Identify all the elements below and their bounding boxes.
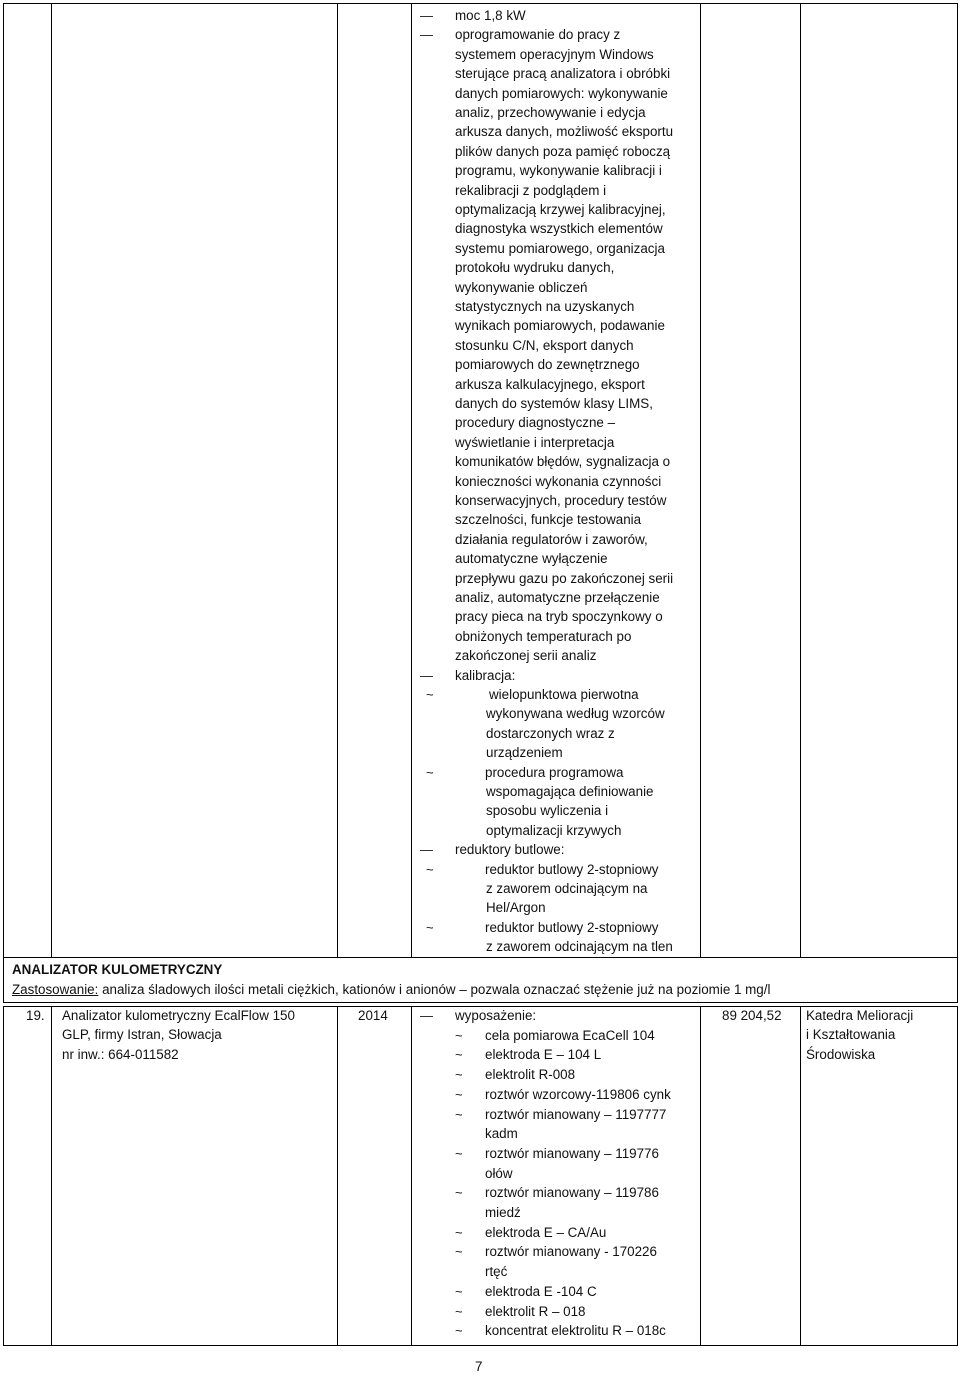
section-title: ANALIZATOR KULOMETRYCZNY — [12, 962, 223, 977]
spec-line: działania regulatorów i zaworów, — [455, 531, 648, 547]
border-left-top — [3, 3, 4, 957]
spec-line: obniżonych temperaturach po — [455, 628, 632, 644]
spec-line: statystycznych na uzyskanych — [455, 299, 635, 314]
border-top-left — [3, 3, 958, 4]
border-section-left — [3, 957, 4, 1002]
border-right-row19 — [957, 1006, 958, 1346]
tilde-bullet-icon: ~ — [455, 1047, 463, 1063]
spec-line: wykonywanie obliczeń — [455, 279, 588, 295]
spec-line: z zaworem odcinającym na — [486, 881, 648, 896]
spec-line: wielopunktowa pierwotna — [489, 687, 639, 702]
usage-label: Zastosowanie: — [12, 982, 99, 997]
tilde-bullet-icon: ~ — [455, 1323, 463, 1339]
spec-line: wspomagająca definiowanie — [486, 784, 654, 799]
border-col4-row19 — [700, 1006, 701, 1346]
spec-line: Hel/Argon — [486, 900, 546, 916]
spec-line: diagnostyka wszystkich elementów — [455, 221, 663, 237]
equipment-item: koncentrat elektrolitu R – 018c — [485, 1323, 666, 1339]
tilde-bullet-icon: ~ — [455, 1067, 463, 1083]
spec-line: konieczności wykonania czynności — [455, 473, 662, 489]
border-col5-top — [800, 3, 801, 957]
border-col3-row19 — [411, 1006, 412, 1346]
spec-line: optymalizacji krzywych — [486, 822, 622, 838]
equipment-item: elektrolit R – 018 — [485, 1303, 586, 1319]
spec-line: przepływu gazu po zakończonej serii — [455, 570, 674, 586]
spec-line: z zaworem odcinającym na tlen — [486, 939, 673, 955]
border-col3-top — [411, 3, 412, 957]
spec-line: komunikatów błędów, sygnalizacja o — [455, 454, 671, 470]
equipment-item: roztwór wzorcowy-119806 cynk — [485, 1086, 671, 1102]
spec-line: danych pomiarowych: wykonywanie — [455, 85, 668, 101]
spec-line: wykonywana według wzorców — [486, 706, 665, 722]
unit-line-1: Katedra Melioracji — [806, 1008, 914, 1023]
dash-bullet-icon: — — [420, 667, 433, 683]
equipment-item: cela pomiarowa EcaCell 104 — [485, 1027, 655, 1043]
tilde-bullet-icon: ~ — [455, 1303, 463, 1319]
spec-line: analiz, automatyczne przełączenie — [455, 590, 660, 605]
spec-line: sposobu wyliczenia i — [486, 803, 609, 819]
spec-line: systemu pomiarowego, organizacja — [455, 240, 665, 256]
spec-line: pracy pieca na tryb spoczynkowy o — [455, 609, 663, 625]
spec-line: wynikach pomiarowych, podawanie — [455, 318, 665, 334]
border-col5-row19 — [800, 1006, 801, 1346]
spec-line: optymalizacją krzywej kalibracyjnej, — [455, 202, 666, 217]
spec-line: analiz, przechowywanie i edycja — [455, 105, 646, 120]
tilde-bullet-icon: ~ — [426, 919, 434, 935]
spec-line: szczelności, funkcje testowania — [455, 512, 642, 528]
tilde-bullet-icon: ~ — [455, 1244, 463, 1260]
spec-line: plików danych poza pamięć roboczą — [455, 143, 671, 159]
equipment-item: roztwór mianowany – 119786 — [485, 1185, 659, 1201]
border-after-top — [3, 957, 958, 958]
spec-line: rekalibracji z podglądem i — [455, 182, 607, 198]
spec-line: konserwacyjnych, procedury testów — [455, 493, 667, 508]
item-name-line-2: GLP, firmy Istran, Słowacja — [62, 1027, 222, 1042]
item-year: 2014 — [358, 1008, 388, 1023]
spec-line: oprogramowanie do pracy z — [455, 27, 621, 43]
spec-line: reduktor butlowy 2-stopniowy — [485, 919, 659, 935]
spec-line: systemem operacyjnym Windows — [455, 46, 654, 62]
usage-line — [12, 980, 770, 999]
equipment-item: kadm — [485, 1126, 518, 1142]
border-col1-row19 — [51, 1006, 52, 1346]
border-col1-top — [51, 3, 52, 957]
spec-line: procedury diagnostyczne – — [455, 415, 616, 431]
spec-line: moc 1,8 kW — [455, 8, 526, 23]
tilde-bullet-icon: ~ — [426, 687, 434, 702]
unit-line-3: Środowiska — [806, 1047, 876, 1062]
row-number: 19. — [26, 1008, 45, 1023]
border-section-right — [957, 957, 958, 1002]
spec-line: stosunku C/N, eksport danych — [455, 337, 634, 353]
spec-line: procedura programowa — [485, 764, 624, 780]
item-name-line-3: nr inw.: 664-011582 — [62, 1047, 179, 1062]
spec-line: kalibracja: — [455, 667, 516, 683]
border-left-row19 — [3, 1006, 4, 1346]
dash-bullet-icon: — — [420, 27, 433, 43]
spec-line: arkusza kalkulacyjnego, eksport — [455, 376, 645, 392]
border-section-bottom — [3, 1002, 958, 1003]
dash-bullet-icon: — — [420, 8, 433, 23]
spec-line: urządzeniem — [486, 745, 563, 761]
equipment-item: elektroda E – 104 L — [485, 1047, 602, 1063]
border-col4-top — [700, 3, 701, 957]
border-col2-row19 — [337, 1006, 338, 1346]
spec-line: dostarczonych wraz z — [486, 725, 615, 741]
spec-line: wyświetlanie i interpretacja — [455, 434, 615, 450]
tilde-bullet-icon: ~ — [455, 1185, 463, 1201]
item-name-line-1: Analizator kulometryczny EcalFlow 150 — [62, 1008, 295, 1023]
equipment-item: roztwór mianowany - 170226 — [485, 1244, 657, 1260]
spec-line: automatyczne wyłączenie — [455, 551, 608, 567]
spec-line: reduktor butlowy 2-stopniowy — [485, 861, 659, 877]
equipment-item: roztwór mianowany – 1197777 — [485, 1106, 667, 1122]
border-col2-top — [337, 3, 338, 957]
item-value: 89 204,52 — [722, 1008, 782, 1023]
spec-line: programu, wykonywanie kalibracji i — [455, 163, 662, 179]
tilde-bullet-icon: ~ — [455, 1224, 463, 1240]
spec-line: protokołu wydruku danych, — [455, 260, 615, 276]
equipment-item: miedź — [485, 1205, 521, 1220]
border-row19-bottom — [3, 1345, 958, 1346]
equipment-label: wyposażenie: — [455, 1008, 537, 1023]
usage-text: analiza śladowych ilości metali ciężkich, kationów i anionów – pozwala oznaczać stężenie już na poziomie 1 mg/l — [98, 982, 771, 997]
tilde-bullet-icon: ~ — [426, 861, 434, 877]
equipment-item: elektroda E -104 C — [485, 1283, 597, 1299]
tilde-bullet-icon: ~ — [455, 1027, 463, 1043]
equipment-item: roztwór mianowany – 119776 — [485, 1145, 659, 1161]
spec-line: arkusza danych, możliwość eksportu — [455, 124, 674, 140]
equipment-item: elektrolit R-008 — [485, 1067, 576, 1083]
spec-line: danych do systemów klasy LIMS, — [455, 396, 653, 411]
spec-line: zakończonej serii analiz — [455, 648, 597, 664]
dash-bullet-icon: — — [420, 842, 433, 858]
unit-line-2: i Kształtowania — [806, 1027, 896, 1042]
tilde-bullet-icon: ~ — [455, 1086, 463, 1102]
page-number: 7 — [475, 1359, 483, 1374]
tilde-bullet-icon: ~ — [426, 764, 434, 780]
equipment-item: ołów — [485, 1165, 513, 1181]
spec-line: pomiarowych do zewnętrznego — [455, 357, 640, 373]
spec-line: sterujące pracą analizatora i obróbki — [455, 66, 671, 82]
equipment-item: elektroda E – CA/Au — [485, 1224, 607, 1240]
border-right-top — [957, 3, 958, 957]
spec-line: reduktory butlowe: — [455, 842, 565, 858]
tilde-bullet-icon: ~ — [455, 1283, 463, 1299]
tilde-bullet-icon: ~ — [455, 1106, 463, 1122]
equipment-item: rtęć — [485, 1264, 508, 1280]
tilde-bullet-icon: ~ — [455, 1145, 463, 1161]
dash-bullet-icon: — — [420, 1008, 433, 1023]
